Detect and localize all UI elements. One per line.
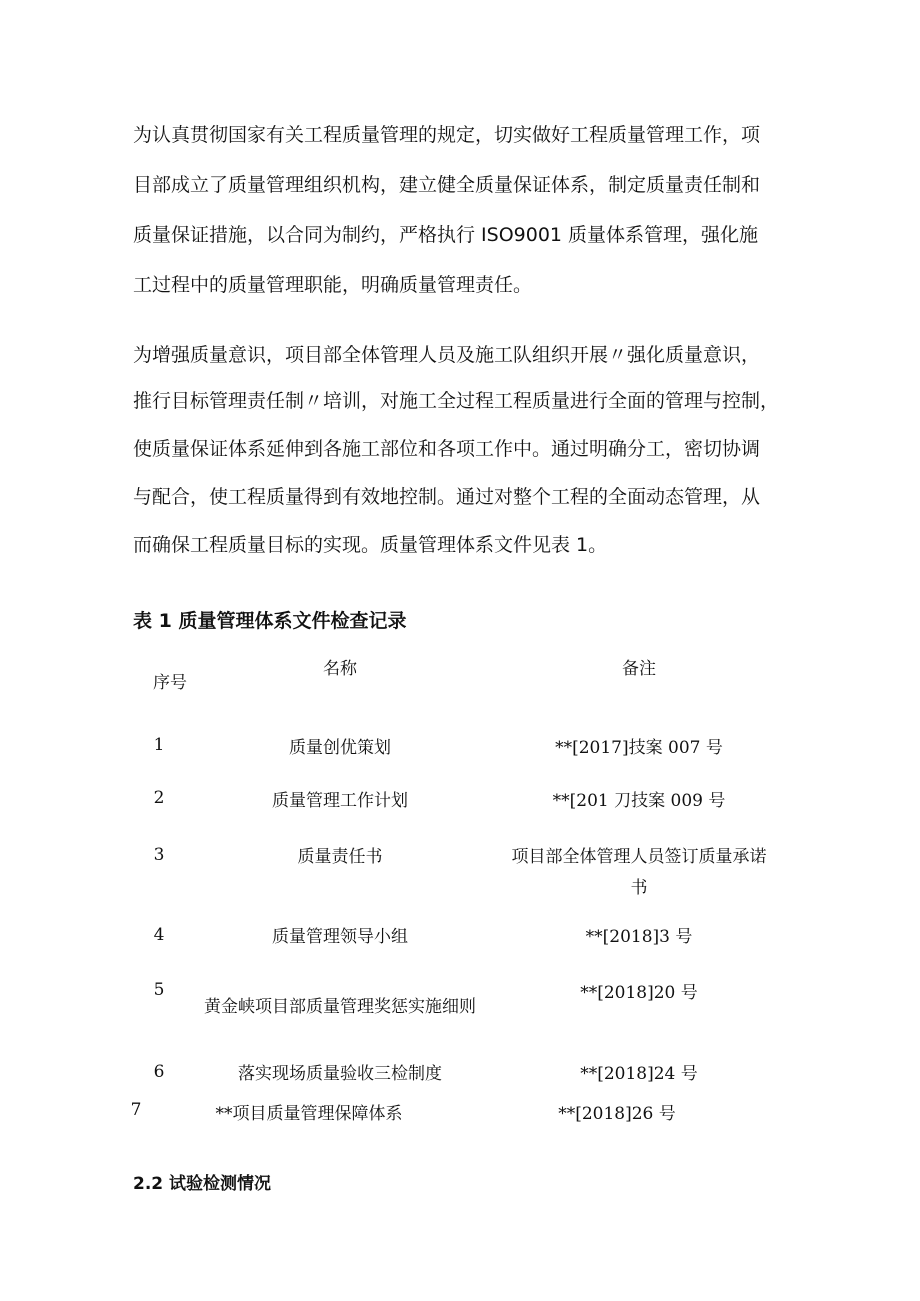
row-name: 质量创优策划: [289, 738, 391, 758]
row-no: 5: [153, 980, 165, 1000]
row-no: 1: [153, 735, 165, 755]
paragraph-line: 为认真贯彻国家有关工程质量管理的规定，切实做好工程质量管理工作，项: [133, 124, 761, 146]
row-remark: **[2018]26 号: [558, 1104, 676, 1124]
row-remark: **[201 刀技案 009 号: [552, 791, 726, 811]
paragraph-line: 推行目标管理责任制〃培训，对施工全过程工程质量进行全面的管理与控制，: [133, 390, 780, 412]
row-remark: **[2017]技案 007 号: [555, 738, 723, 758]
row-no: 6: [153, 1062, 165, 1082]
paragraph-line: 质量保证措施，以合同为制约，严格执行 ISO9001 质量体系管理，强化施: [133, 224, 759, 246]
section-title: 2.2 试验检测情况: [133, 1174, 272, 1194]
row-no: 3: [153, 845, 165, 865]
header-remark: 备注: [622, 659, 656, 679]
row-name: 黄金峡项目部质量管理奖惩实施细则: [204, 997, 476, 1017]
row-remark: **[2018]24 号: [580, 1064, 698, 1084]
row-name: 质量管理工作计划: [272, 791, 408, 811]
paragraph-line: 工过程中的质量管理职能，明确质量管理责任。: [133, 274, 533, 296]
paragraph-line: 为增强质量意识，项目部全体管理人员及施工队组织开展〃强化质量意识，: [133, 344, 761, 366]
row-remark-continued: 书: [630, 878, 648, 898]
row-no: 7: [130, 1100, 142, 1120]
row-name: 落实现场质量验收三检制度: [238, 1064, 442, 1084]
row-name: **项目质量管理保障体系: [215, 1104, 403, 1124]
header-name: 名称: [323, 659, 357, 679]
row-no: 2: [153, 788, 165, 808]
row-name: 质量管理领导小组: [272, 927, 408, 947]
row-remark: 项目部全体管理人员签订质量承诺: [511, 847, 767, 867]
paragraph-line: 与配合，使工程质量得到有效地控制。通过对整个工程的全面动态管理，从: [133, 486, 761, 508]
row-remark: **[2018]3 号: [585, 927, 693, 947]
row-no: 4: [153, 925, 165, 945]
paragraph-line: 目部成立了质量管理组织机构，建立健全质量保证体系，制定质量责任制和: [133, 174, 761, 196]
header-no: 序号: [153, 673, 187, 693]
table-caption: 表 1 质量管理体系文件检查记录: [133, 610, 407, 632]
row-name: 质量责任书: [297, 847, 383, 867]
row-remark: **[2018]20 号: [580, 983, 698, 1003]
paragraph-line: 使质量保证体系延伸到各施工部位和各项工作中。通过明确分工，密切协调: [133, 438, 761, 460]
paragraph-line: 而确保工程质量目标的实现。质量管理体系文件见表 1。: [133, 534, 608, 556]
